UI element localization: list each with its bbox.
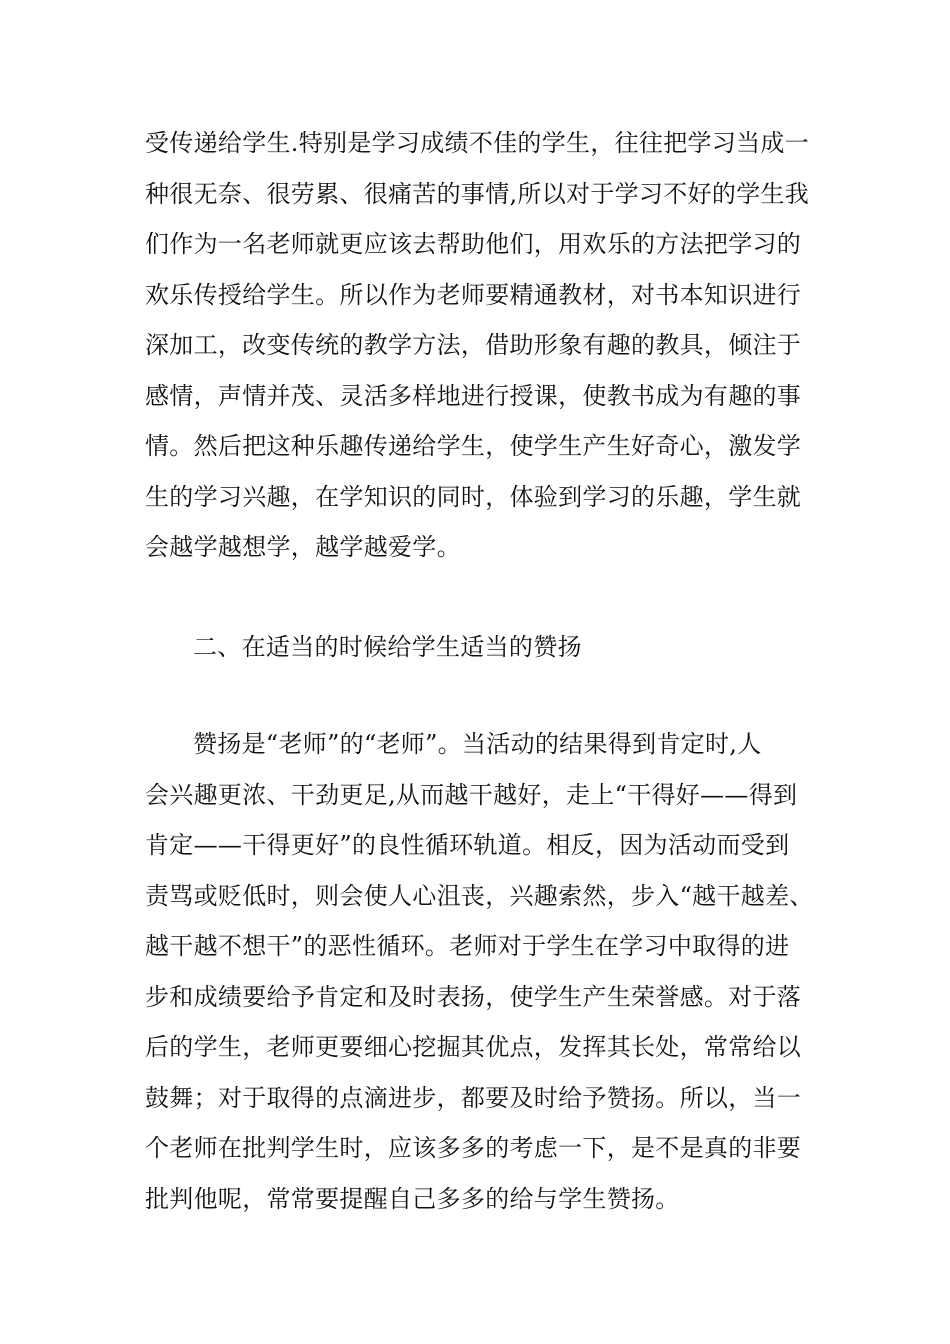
text-line: 鼓舞；对于取得的点滴进步，都要及时给予赞扬。所以，当一 [145,1083,802,1112]
text-line: 后的学生，老师更要细心挖掘其优点，发挥其长处，常常给以 [145,1033,802,1061]
text-line: 种很无奈、很劳累、很痛苦的事情,所以对于学习不好的学生我 [145,179,810,208]
text-line: 批判他呢，常常要提醒自己多多的给与学生赞扬。 [145,1184,680,1213]
text-line: 步和成绩要给予肯定和及时表扬，使学生产生荣誉感。对于落 [145,982,802,1011]
text-line: 深加工，改变传统的教学方法，借助形象有趣的教具，倾注于 [145,331,802,359]
text-line: 情。然后把这种乐趣传递给学生，使学生产生好奇心，激发学 [145,432,802,460]
text-line: 责骂或贬低时，则会使人心沮丧，兴趣索然，步入“越干越差、 [145,881,814,910]
paragraph-1 [145,118,810,573]
text-line: 感情，声情并茂、灵活多样地进行授课，使教书成为有趣的事 [145,381,802,410]
text-line: 越干越不想干”的恶性循环。老师对于学生在学习中取得的进 [145,932,790,960]
text-line: 们作为一名老师就更应该去帮助他们，用欢乐的方法把学习的 [145,230,802,258]
text-line: 会兴趣更浓、干劲更足,从而越干越好，走上“干得好——得到 [145,780,798,809]
text-line: 生的学习兴趣，在学知识的同时，体验到学习的乐趣，学生就 [145,482,802,511]
text-line: 赞扬是“老师”的“老师”。当活动的结果得到肯定时,人 [193,730,762,758]
paragraph-2 [145,719,814,1224]
text-line: 会越学越想学，越学越爱学。 [145,533,461,561]
section-heading [145,622,810,673]
text-line: 受传递给学生.特别是学习成绩不佳的学生，往往把学习当成一 [145,129,810,157]
text-line: 肯定——干得更好”的良性循环轨道。相反，因为活动而受到 [145,831,790,859]
text-line: 欢乐传授给学生。所以作为老师要精通教材，对书本知识进行 [145,280,802,309]
section-heading-text: 二、在适当的时候给学生适当的赞扬 [193,633,582,661]
text-line: 个老师在批判学生时，应该多多的考虑一下，是不是真的非要 [145,1134,802,1162]
